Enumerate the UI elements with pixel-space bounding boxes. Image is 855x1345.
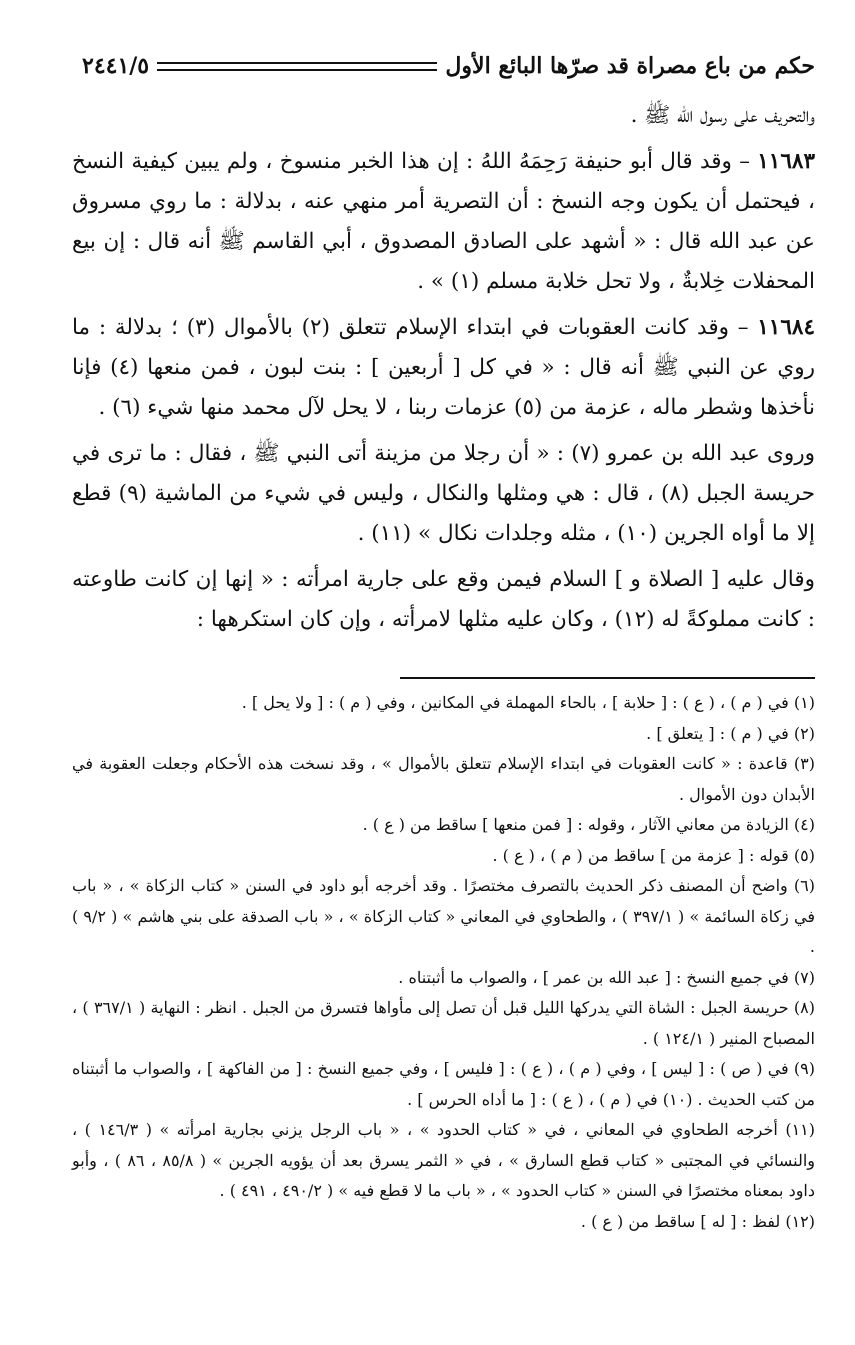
paragraph-5: وقال عليه [ الصلاة و ] السلام فيمن وقع على جارية امرأته : « إنها إن كانت طاوعته : كانت مملوكةً له (١٢) ، وكان عليه مثلها لامرأته ، وإن كان استكرهها : [72,567,815,632]
footnote: (١١) أخرجه الطحاوي في المعاني ، في « كتاب الحدود » ، « باب الرجل يزني بجارية امرأته » ( ١٤٦/٣ ) ، والنسائي في المجتبى « كتاب قطع السارق » ، في « الثمر يسرق بعد أن يؤويه الجرين » ( ٨٥/٨ ، ٨٦ ) ، وأبو داود بمعناه مختصرًا في السنن « كتاب الحدود » ، « باب ما لا قطع فيه » ( ٤٩٠/٢ ، ٤٩١ ) . [72,1120,815,1200]
running-title: حكم من باع مصراة قد صرّها البائع الأول [445,53,815,79]
footnote: (٩) في ( ص ) : [ ليس ] ، وفي ( م ) ، ( ع ) : [ فليس ] ، وفي جميع النسخ : [ من الفاكهة ] ، والصواب ما أثبتناه من كتب الحديث . (١٠) في ( م ) ، ( ع ) : [ ما أداه الحرس ] . [72,1059,815,1109]
footnote: (١٢) لفظ : [ له ] ساقط من ( ع ) . [580,1211,815,1231]
paragraph-text: – وقد كانت العقوبات في ابتداء الإسلام تتعلق (٢) بالأموال (٣) ؛ بدلالة : ما روي عن النبي ﷺ أنه قال : « في كل [ أربعين ] : بنت لبون ، فمن منعها (٤) فإنا نأخذها وشطر ماله ، عزمة من (٥) عزمات ربنا ، لا يحل لآل محمد منها شيء (٦) . [72,315,816,420]
footnote: (٤) الزيادة من معاني الآثار ، وقوله : [ فمن منعها ] ساقط من ( ع ) . [362,815,815,834]
footnote: (٣) قاعدة : « كانت العقوبات في ابتداء الإسلام تتعلق بالأموال » ، وقد نسخت هذه الأحكام وجعلت العقوبة في الأبدان دون الأموال . [72,754,816,804]
paragraph-text: – وقد قال أبو حنيفة رَحِمَهُ اللهُ : إن هذا الخبر منسوخ ، ولم يبين كيفية النسخ ، فيحتمل أن يكون وجه النسخ : أن التصرية أمر منهي عنه ، بدلالة : ما روي مسروق عن عبد الله قال : « أشهد على الصادق المصدوق ، أبي القاسم ﷺ أنه قال : إن بيع المحفلات خِلابةٌ ، ولا تحل خلابة مسلم (١) » . [72,149,815,294]
footnote-separator [400,677,815,679]
paragraph-number: ١١٦٨٣ [757,149,815,174]
page-header [82,44,815,88]
main-text [72,96,815,646]
paragraph-4: وروى عبد الله بن عمرو (٧) : « أن رجلا من مزينة أتى النبي ﷺ ، فقال : ما ترى في حريسة الجبل (٨) ، قال : هي ومثلها والنكال ، وليس في شيء من الماشية (٩) قطع إلا ما أواه الجرين (١٠) ، مثله وجلدات نكال » (١١) . [72,441,815,546]
page-number: ٢٤٤١/٥ [82,53,150,79]
paragraph-number: ١١٦٨٤ [757,315,815,340]
footnote: (٥) قوله : [ عزمة من ] ساقط من ( م ) ، ( ع ) . [492,845,815,865]
footnotes [72,688,815,1237]
paragraph-11684 [72,308,815,428]
footnote: (٨) حريسة الجبل : الشاة التي يدركها الليل قبل أن تصل إلى مأواها فتسرق من الجبل . انظر : النهاية ( ٣٦٧/١ ) ، المصباح المنير ( ١٢٤/١ ) . [72,998,815,1048]
header-rule [157,62,437,71]
footnote: (٢) في ( م ) : [ يتعلق ] . [646,723,815,743]
footnote: (١) في ( م ) ، ( ع ) : [ حلابة ] ، بالحاء المهملة في المكانين ، وفي ( م ) : [ ولا يحل ] . [241,693,815,712]
footnote: (٦) واضح أن المصنف ذكر الحديث بالتصرف مختصرًا . وقد أخرجه أبو داود في السنن « كتاب الزكاة » ، « باب في زكاة السائمة » ( ٣٩٧/١ ) ، والطحاوي في المعاني « كتاب الزكاة » ، « باب الصدقة على بني هاشم » ( ٩/٢ ) . [72,876,816,956]
paragraph-1: والتحريف على رسول الله ﷺ . [630,103,815,128]
footnote: (٧) في جميع النسخ : [ عبد الله بن عمر ] ، والصواب ما أثبتناه . [398,967,815,987]
paragraph-11683 [72,142,815,302]
